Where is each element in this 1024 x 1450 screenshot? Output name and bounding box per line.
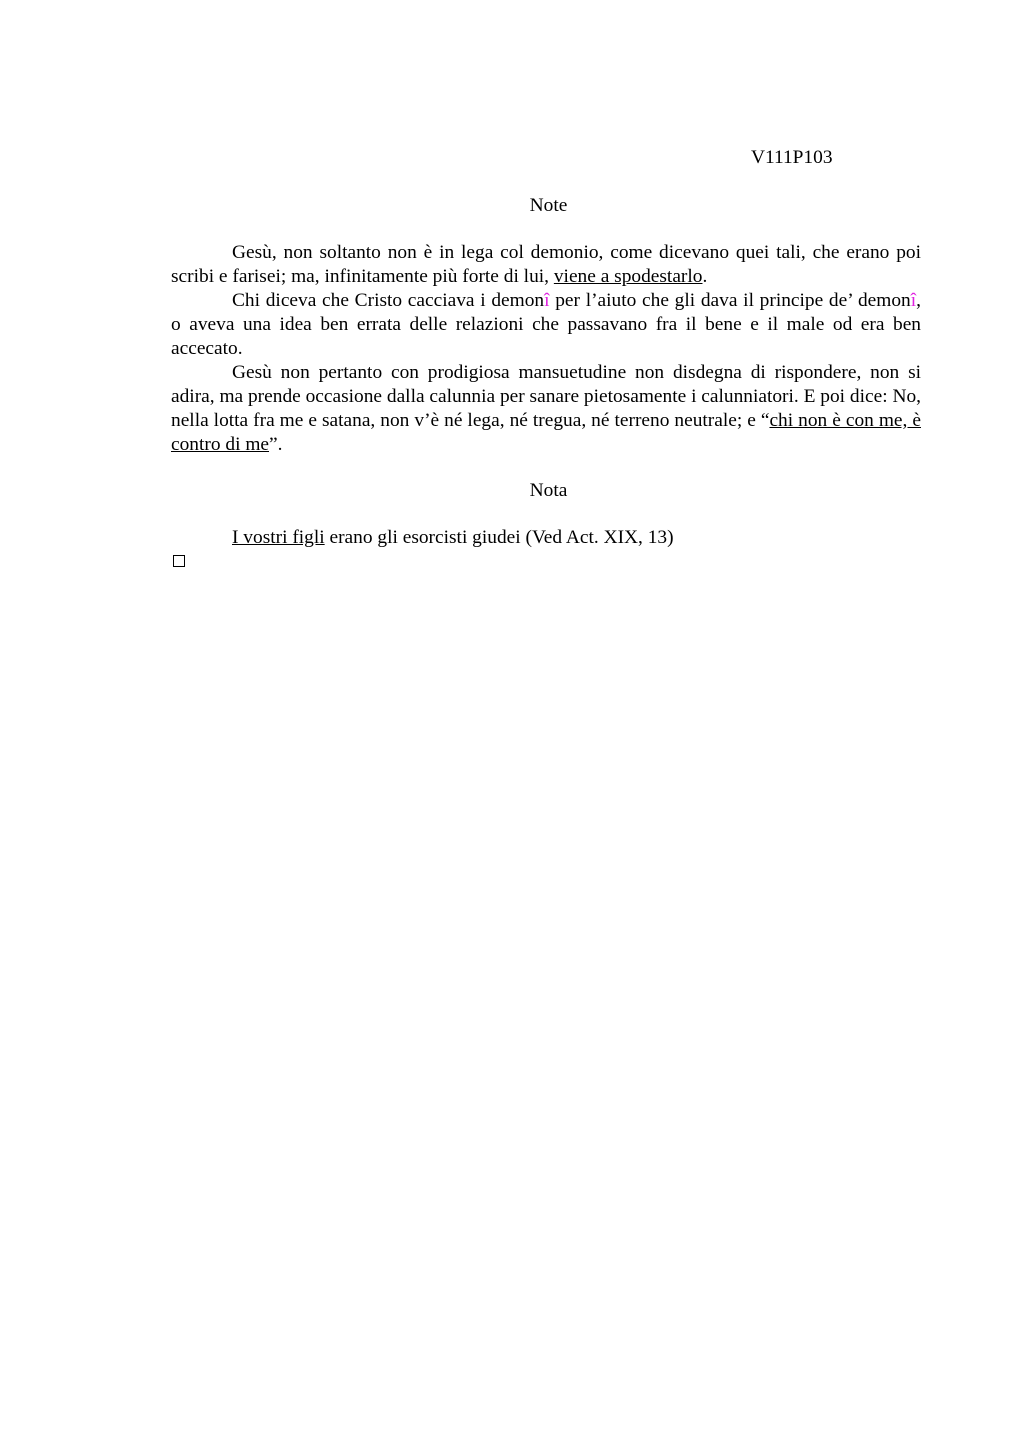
paragraph-2-part-2: per l’aiuto che gli dava il principe de’ demon [549, 290, 911, 311]
notes-body [171, 241, 921, 457]
paragraph-3-underlined: chi non è con me, è contro di me [171, 410, 921, 455]
notes-heading: Note [529, 195, 568, 216]
page-code: V111P103 [751, 147, 833, 168]
paragraph-3-end: ”. [269, 434, 283, 455]
paragraph-2-part-1: Chi diceva che Cristo cacciava i demon [232, 290, 545, 311]
checkbox-icon [173, 555, 185, 567]
footnote-heading: Nota [529, 480, 568, 501]
paragraph-1-end: . [702, 266, 708, 287]
paragraph-3-text: Gesù non pertanto con prodigiosa mansuetudine non disdegna di rispondere, non si adira, ma prende occasione dalla calunnia per sanare pietosamente i calunniatori. E poi dice: No, nella lotta fra me e satana, non v’è né lega, né tregua, né terreno neutrale; e “ [171, 362, 921, 431]
paragraph-1-text: Gesù, non soltanto non è in lega col demonio, come dicevano quei tali, che erano poi scribi e farisei; ma, infinitamente più forte di lui, [171, 242, 921, 287]
paragraph-3 [171, 361, 921, 457]
footnote-body [171, 526, 921, 550]
footnote-paragraph [171, 526, 921, 550]
footnote-text: erano gli esorcisti giudei (Ved Act. XIX, 13) [324, 527, 674, 548]
paragraph-2-accent-2: î [910, 290, 917, 311]
paragraph-1 [171, 241, 921, 289]
footnote-underlined: I vostri figli [232, 527, 325, 548]
paragraph-2 [171, 289, 921, 361]
paragraph-2-accent-1: î [544, 290, 550, 311]
paragraph-2-part-3: , o aveva una idea ben errata delle relazioni che passavano fra il bene e il male od era ben accecato. [171, 290, 921, 359]
paragraph-1-underlined: viene a spodestarlo [553, 266, 703, 287]
